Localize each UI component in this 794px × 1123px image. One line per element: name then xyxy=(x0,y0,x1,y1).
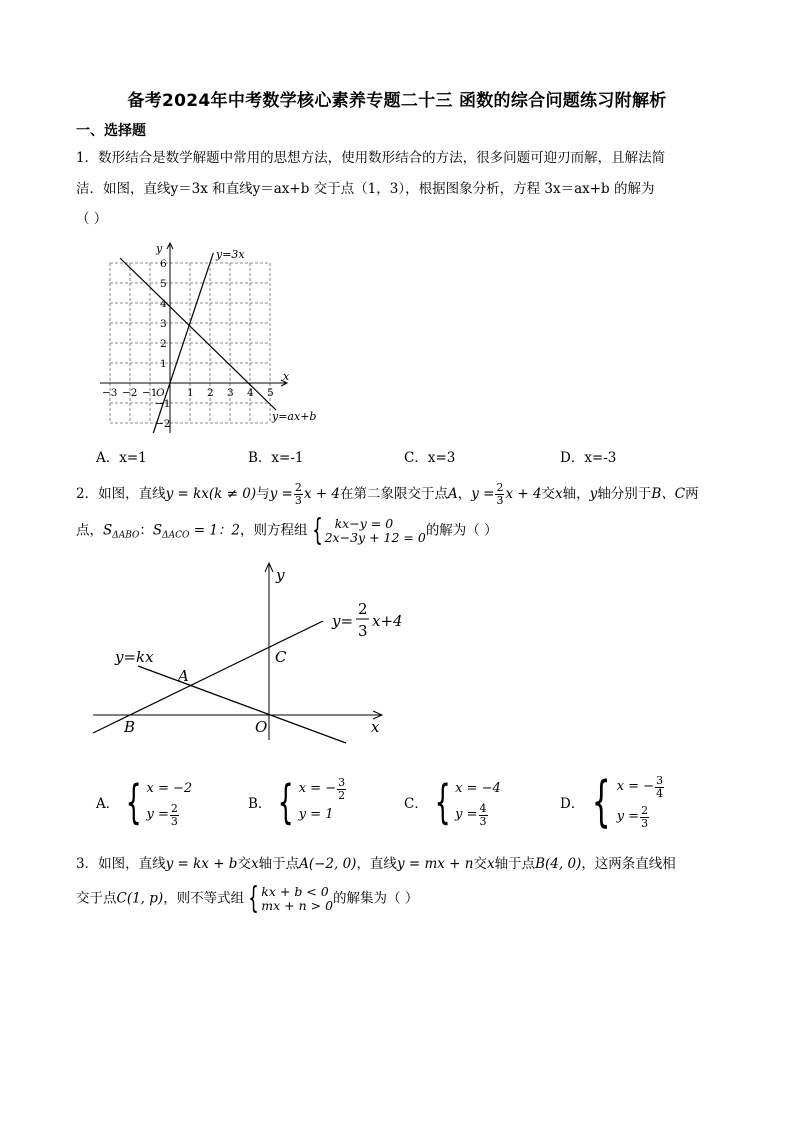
q3-text: ，这两条直线相 xyxy=(581,856,676,872)
q2-text-line1 xyxy=(76,482,699,507)
q2-subscript: ΔABO xyxy=(112,530,140,541)
q2-text: 交 xyxy=(541,486,556,502)
q3-math: A(−2, 0) xyxy=(299,856,357,872)
q3-text: 交于点 xyxy=(76,890,117,907)
page-title: 备考2024年中考数学核心素养专题二十三 函数的综合问题练习附解析 xyxy=(127,91,667,111)
q2-subscript: ΔACO xyxy=(162,530,190,541)
q2-text: ： xyxy=(139,522,153,539)
q2-kx-label: y=kx xyxy=(115,648,154,666)
q2-text: 轴， xyxy=(562,486,590,502)
q2-option-c[interactable] xyxy=(404,776,501,828)
q2-text: ，则方程组 xyxy=(240,522,308,539)
q2-text: 2．如图，直线 xyxy=(76,486,166,502)
q3-text: ，则不等式组 xyxy=(163,890,245,907)
q3-text: 3．如图，直线 xyxy=(76,856,166,872)
q1-x-tick: −2 xyxy=(122,387,138,399)
q1-y-tick: −2 xyxy=(155,418,171,430)
frac-den: 4 xyxy=(656,786,664,800)
q2-math: B、C xyxy=(651,486,686,502)
q1-x-tick: 4 xyxy=(247,387,254,399)
q1-y-tick: 5 xyxy=(160,278,167,290)
option-text: x = − xyxy=(616,779,655,794)
q2-y-axis-label: y xyxy=(276,566,285,584)
q1-line2-label: y=ax+b xyxy=(272,410,317,423)
q1-x-tick: 1 xyxy=(187,387,194,399)
option-prefix: D． xyxy=(560,796,585,812)
q1-x-tick: 3 xyxy=(227,387,234,399)
q2-math: = 1：2 xyxy=(189,522,241,539)
system-row: 2x−3y + 12 = 0 xyxy=(324,530,426,545)
q2-option-d[interactable] xyxy=(560,772,665,832)
option-row: x = −2 xyxy=(146,781,193,796)
q2-line-label-den: 3 xyxy=(358,622,368,640)
brace-icon: { xyxy=(311,513,323,548)
q2-math: x xyxy=(555,486,563,502)
q2-fraction xyxy=(294,482,303,507)
point-a-label: A xyxy=(178,667,189,685)
option-prefix: B． xyxy=(248,796,272,812)
q2-line-label-num: 2 xyxy=(358,600,368,618)
origin-label: O xyxy=(255,718,268,736)
q3-text-line1 xyxy=(76,852,676,872)
q1-option-a[interactable]: A．x=1 xyxy=(96,450,147,466)
q1-line1-label: y=3x xyxy=(216,248,245,261)
option-text: x = − xyxy=(298,781,337,796)
q2-math: x + 4 xyxy=(505,486,542,502)
frac-num: 4 xyxy=(479,801,487,815)
q2-fraction xyxy=(495,482,504,507)
option-text: y = xyxy=(616,809,640,824)
option-fraction xyxy=(640,805,649,830)
q2-math: y = xyxy=(471,486,495,502)
q2-text: 两 xyxy=(685,486,699,502)
option-fraction xyxy=(337,777,346,802)
frac-den: 3 xyxy=(479,814,487,828)
q2-math: x + 4 xyxy=(303,486,340,502)
q1-x-tick: 2 xyxy=(207,387,214,399)
q2-text: 轴分别于 xyxy=(597,486,652,502)
q1-text-line1: 1．数形结合是数学解题中常用的思想方法，使用数形结合的方法，很多问题可迎刃而解，且解法简 xyxy=(76,150,666,166)
q1-y-tick: 6 xyxy=(160,258,167,270)
brace-icon: { xyxy=(248,881,259,916)
system-row: kx−y = 0 xyxy=(334,516,394,531)
brace-icon: { xyxy=(278,775,295,829)
q3-text: 轴于点 xyxy=(258,856,300,872)
q1-graph xyxy=(100,238,330,438)
frac-den: 3 xyxy=(294,494,302,507)
q2-line-23x4 xyxy=(93,621,323,733)
q1-x-tick: −3 xyxy=(102,387,118,399)
option-row xyxy=(299,776,347,802)
frac-num: 2 xyxy=(641,803,649,817)
q3-math: x xyxy=(486,856,495,872)
q1-x-tick: −1 xyxy=(142,387,158,399)
q2-x-axis-label: x xyxy=(371,718,380,736)
frac-den: 3 xyxy=(496,494,504,507)
q1-origin-label: O xyxy=(156,387,165,399)
frac-num: 2 xyxy=(294,481,302,494)
q2-text: 点， xyxy=(76,522,103,539)
q2-text: ， xyxy=(457,486,472,502)
option-row xyxy=(617,802,665,832)
option-prefix: A． xyxy=(96,796,120,812)
q3-text-line2 xyxy=(76,881,419,916)
frac-num: 2 xyxy=(170,801,178,815)
q2-math: y xyxy=(589,486,598,502)
q1-option-d[interactable]: D．x=-3 xyxy=(560,450,617,466)
q2-math: A xyxy=(447,486,458,502)
q2-option-b[interactable] xyxy=(248,776,347,828)
option-row: y = 1 xyxy=(298,807,334,822)
q1-y-tick: 1 xyxy=(160,358,167,370)
q1-x-tick: 5 xyxy=(267,387,274,399)
frac-den: 2 xyxy=(338,788,346,802)
q2-option-a[interactable] xyxy=(96,776,192,828)
q1-option-c[interactable]: C．x=3 xyxy=(404,450,456,466)
point-b-label: B xyxy=(124,718,136,736)
system-row: mx + n > 0 xyxy=(261,898,334,913)
q2-math: S xyxy=(103,522,113,539)
q1-text-line3: （ ） xyxy=(76,211,108,227)
q2-text: 的解为（ ） xyxy=(425,522,498,539)
q1-axes xyxy=(100,243,287,433)
option-fraction xyxy=(479,803,488,828)
q1-y-tick: 3 xyxy=(160,318,167,330)
option-row xyxy=(147,802,193,828)
q2-text: 与 xyxy=(256,486,270,502)
brace-icon: { xyxy=(592,770,611,833)
q2-math: y = kx(k ≠ 0) xyxy=(165,486,257,502)
q3-inequality-system xyxy=(244,881,334,916)
q2-graph xyxy=(88,558,418,758)
option-fraction xyxy=(655,775,664,800)
option-prefix: C． xyxy=(404,796,428,812)
q2-text: 在第二象限交于点 xyxy=(339,486,448,502)
frac-num: 3 xyxy=(656,773,664,787)
q2-line-kx xyxy=(138,666,346,743)
q3-text: 交 xyxy=(237,856,251,872)
q1-x-axis-label: x xyxy=(283,370,290,383)
q2-line-label: y= xyxy=(332,612,354,630)
q3-text: 的解集为（ ） xyxy=(333,890,419,907)
frac-num: 3 xyxy=(338,775,346,789)
q3-math: B(4, 0) xyxy=(535,856,582,872)
q1-option-b[interactable]: B．x=-1 xyxy=(248,450,304,466)
q1-y-tick: 2 xyxy=(160,338,167,350)
brace-icon: { xyxy=(125,775,142,829)
option-text: y = xyxy=(455,807,478,822)
q1-text-line2: 洁．如图，直线y＝3x 和直线y＝ax+b 交于点（1，3），根据图象分析，方程 3x＝ax+b 的解为 xyxy=(76,181,655,197)
q3-math: y = kx + b xyxy=(165,856,238,872)
option-fraction xyxy=(170,803,179,828)
q3-math: x xyxy=(250,856,259,872)
q1-grid xyxy=(110,263,270,423)
option-row xyxy=(617,772,665,802)
point-c-label: C xyxy=(275,648,287,666)
q3-math: y = mx + n xyxy=(396,856,474,872)
q2-text-line2 xyxy=(76,513,498,548)
q1-y-tick: 4 xyxy=(160,298,167,310)
q2-equation-system xyxy=(308,513,426,548)
option-row: x = −4 xyxy=(455,781,501,796)
q3-text: ，直线 xyxy=(356,856,397,872)
q2-line-label: x+4 xyxy=(372,612,403,630)
q2-math: S xyxy=(152,522,163,539)
q2-math: y = xyxy=(269,486,293,502)
frac-num: 2 xyxy=(496,481,504,494)
q3-text: 轴于点 xyxy=(494,856,536,872)
section-heading: 一、选择题 xyxy=(76,123,146,139)
frac-den: 3 xyxy=(641,816,649,830)
system-row: kx + b < 0 xyxy=(261,884,329,899)
option-text: y = xyxy=(146,807,169,822)
q1-y-axis-label: y xyxy=(156,242,163,255)
q3-text: 交 xyxy=(473,856,487,872)
frac-den: 3 xyxy=(170,814,178,828)
q1-y-tick: −1 xyxy=(155,398,171,410)
brace-icon: { xyxy=(434,775,451,829)
option-row xyxy=(455,802,501,828)
q3-math: C(1, p) xyxy=(116,890,164,907)
